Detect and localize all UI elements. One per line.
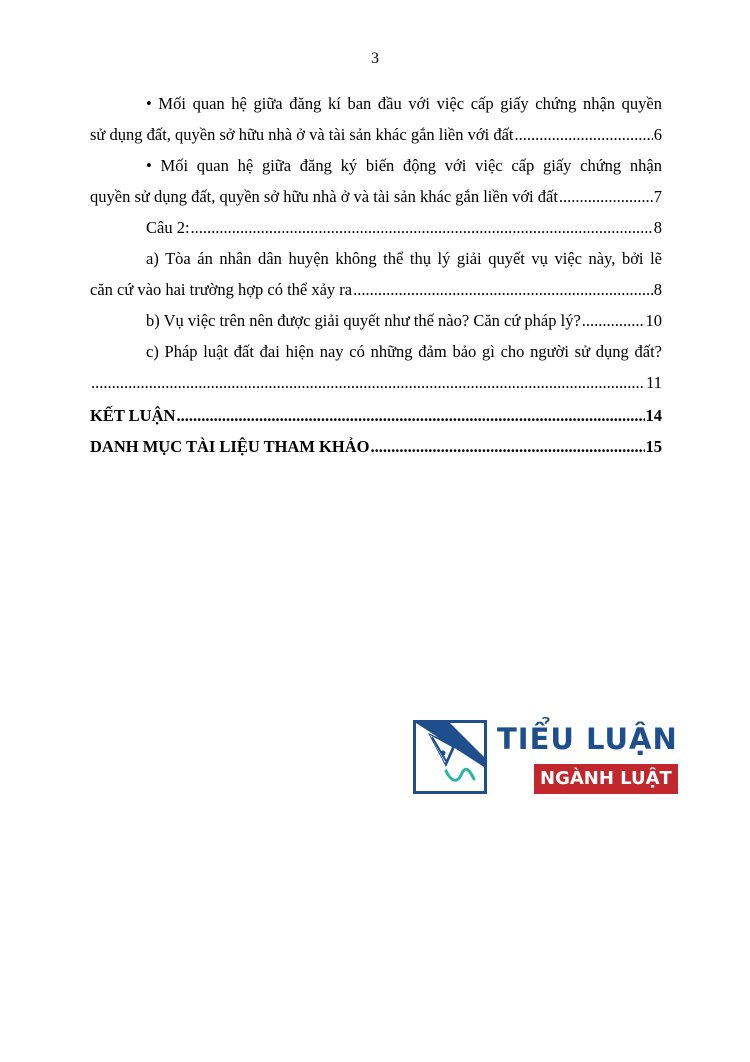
toc-entry-question-2b[interactable] — [90, 305, 662, 336]
leader-dots — [370, 431, 644, 462]
toc-page-number: 11 — [646, 373, 662, 392]
toc-entry-initial-registration[interactable] — [90, 88, 662, 150]
toc-entry-references[interactable] — [90, 431, 662, 462]
toc-entry-text: KẾT LUẬN — [90, 406, 176, 425]
watermark-logo — [413, 720, 678, 798]
toc-entry-text: b) Vụ việc trên nên được giải quyết như thế nào? Căn cứ pháp lý? — [146, 311, 581, 330]
page-number: 3 — [371, 50, 379, 67]
leader-dots — [559, 181, 653, 212]
toc-entry-change-registration[interactable] — [90, 150, 662, 212]
table-of-contents — [90, 88, 662, 462]
fountain-pen-nib-icon — [416, 723, 484, 791]
toc-entry-text-line1: • Mối quan hệ giữa đăng ký biến động với việc cấp giấy chứng nhận — [146, 156, 662, 175]
toc-entry-question-2[interactable] — [90, 212, 662, 243]
toc-entry-text-line1: • Mối quan hệ giữa đăng kí ban đầu với việc cấp giấy chứng nhận quyền — [146, 94, 662, 113]
toc-page-number: 8 — [653, 218, 662, 237]
toc-entry-text: Câu 2: — [146, 218, 190, 237]
toc-entry-conclusion[interactable] — [90, 400, 662, 431]
leader-dots — [353, 274, 653, 305]
toc-page-number: 10 — [645, 311, 662, 330]
leader-dots — [191, 212, 653, 243]
toc-entry-question-2a[interactable] — [90, 243, 662, 305]
toc-entry-text-line2: quyền sử dụng đất, quyền sở hữu nhà ở và tài sản khác gắn liền với đất — [90, 187, 558, 206]
toc-entry-text: DANH MỤC TÀI LIỆU THAM KHẢO — [90, 437, 370, 456]
toc-entry-text-line1: a) Tòa án nhân dân huyện không thể thụ lý giải quyết vụ việc này, bởi lẽ — [146, 249, 662, 268]
logo-title: TIỂU LUẬN — [497, 722, 678, 756]
logo-badge: NGÀNH LUẬT — [534, 764, 678, 794]
toc-entry-text-line2: sử dụng đất, quyền sở hữu nhà ở và tài sản khác gắn liền với đất — [90, 125, 514, 144]
toc-entry-text-line1: c) Pháp luật đất đai hiện nay có những đảm bảo gì cho người sử dụng đất? — [146, 342, 662, 361]
toc-page-number: 14 — [645, 406, 662, 425]
leader-dots — [176, 400, 644, 431]
toc-entry-text-line2: căn cứ vào hai trường hợp có thể xảy ra — [90, 280, 353, 299]
leader-dots — [514, 119, 652, 150]
toc-entry-question-2c[interactable] — [90, 336, 662, 398]
leader-dots — [582, 305, 645, 336]
toc-page-number: 8 — [653, 280, 662, 299]
toc-page-number: 6 — [653, 125, 662, 144]
leader-dots — [91, 367, 645, 398]
toc-page-number: 15 — [645, 437, 662, 456]
logo-emblem — [413, 720, 487, 794]
toc-page-number: 7 — [653, 187, 662, 206]
